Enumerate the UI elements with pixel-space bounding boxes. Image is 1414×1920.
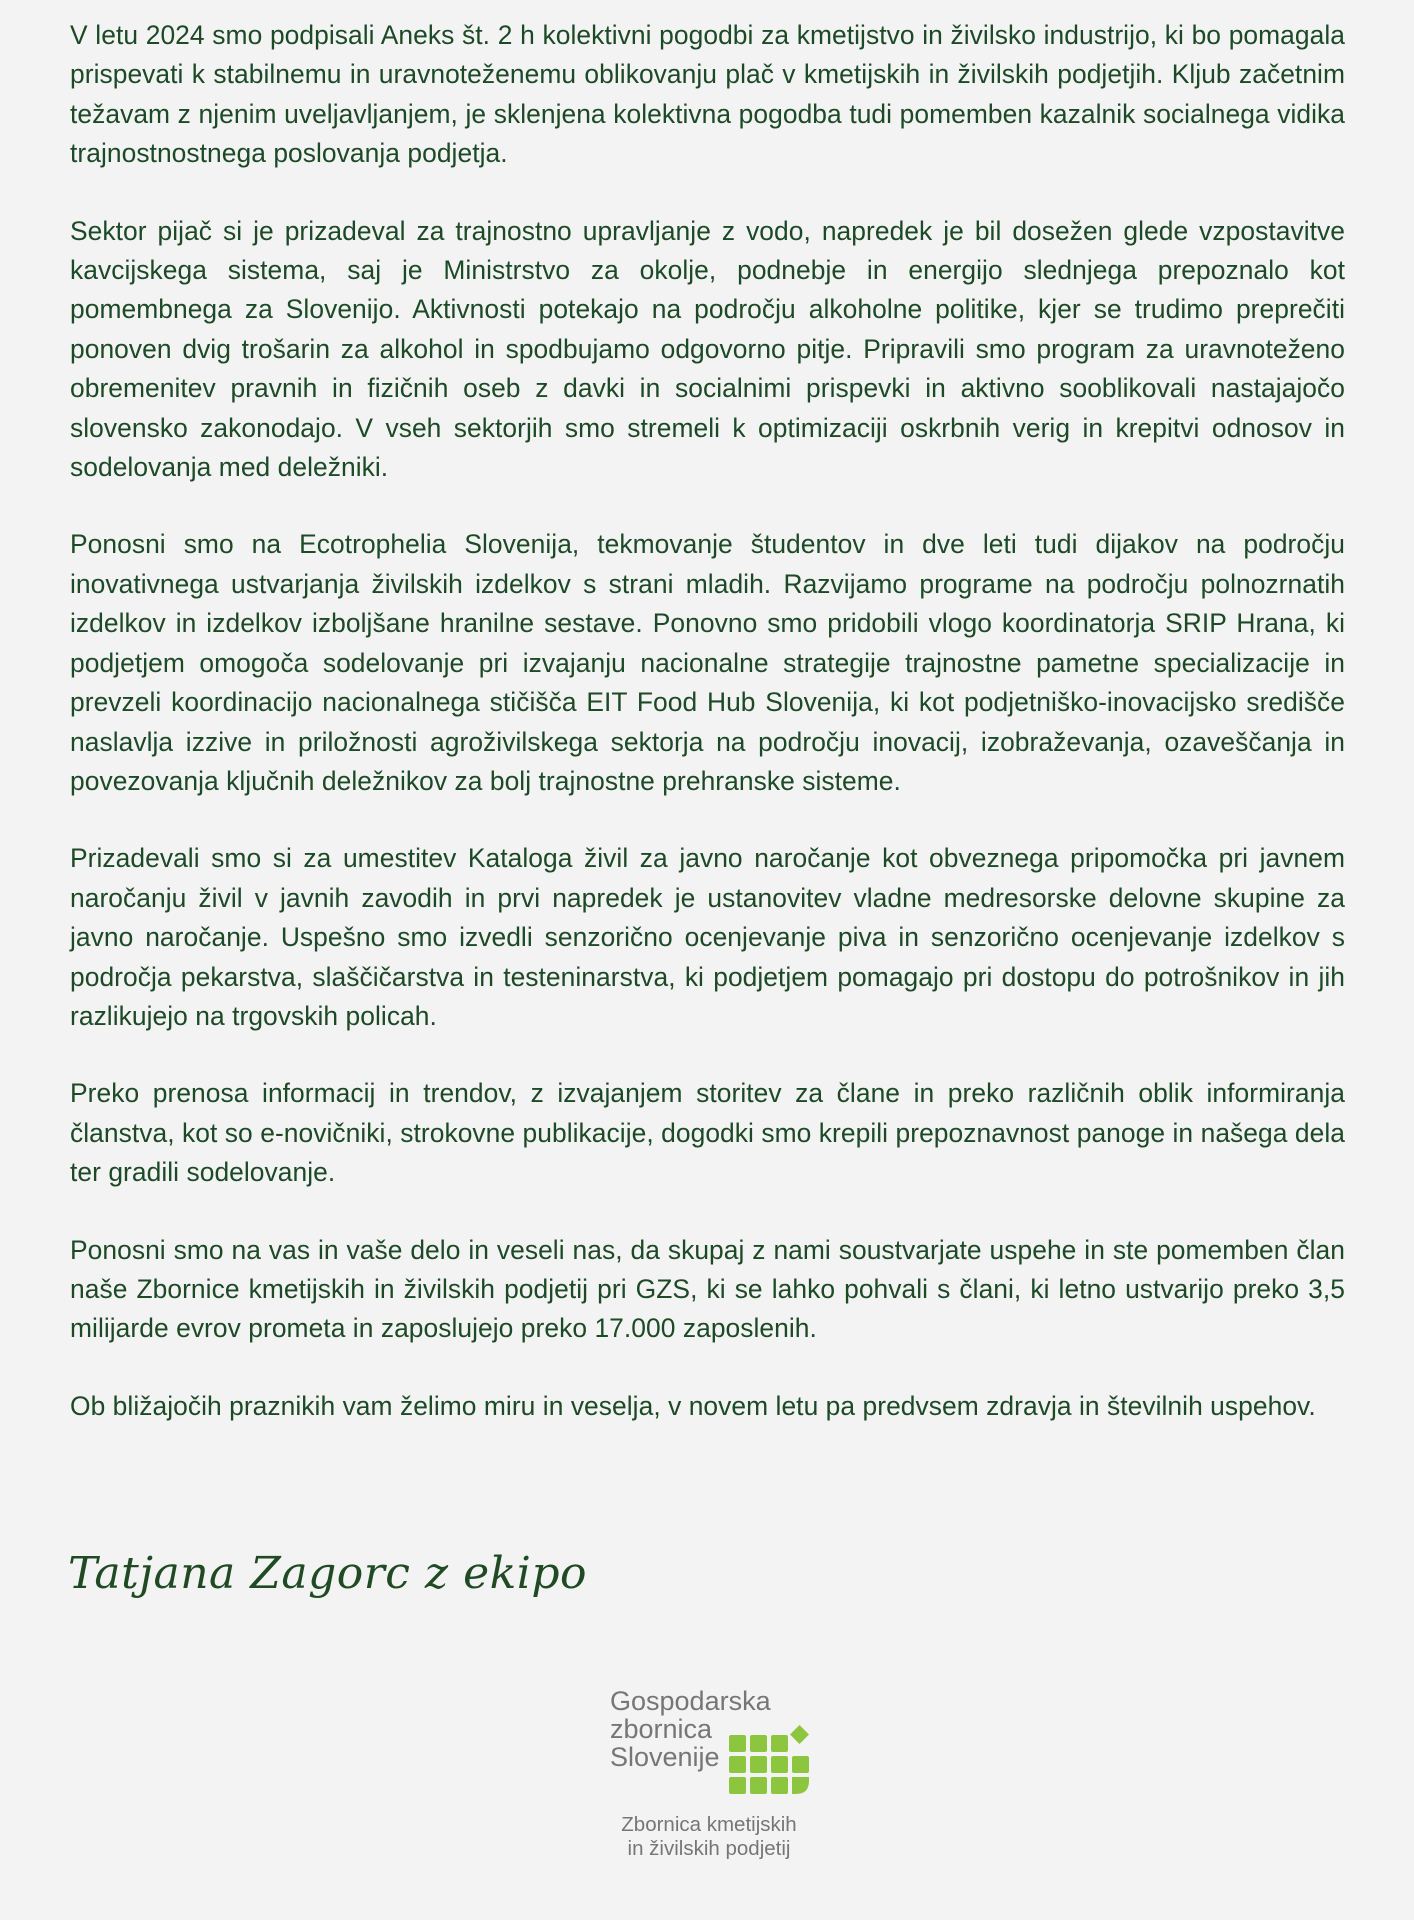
paragraph-members-pride: Ponosni smo na vas in vaše delo in veseli nas, da skupaj z nami soustvarjate uspehe in ste pomemben član naše Zbornice kmetijskih in živilskih podjetij pri GZS, ki se lahko pohvali s člani, ki letno ustvarijo preko 3,5 milijarde evrov prometa in zaposlujejo preko 17.000 zaposlenih. xyxy=(70,1234,1345,1344)
logo-name-line: Slovenije xyxy=(610,1742,720,1772)
paragraph-public-procurement: Prizadevali smo si za umestitev Kataloga živil za javno naročanje kot obveznega pripomočka pri javnem naročanju živil v javnih zavodih in prvi napredek je ustanovitev vladne medresorske delovne skupine za javno naročanje. Uspešno smo izvedli senzorično ocenjevanje piva in senzorično ocenjevanje izdelkov s področja pekarstva, slaščičarstva in testeninarstva, ki podjetjem pomagajo pri dostopu do potrošnikov in jih razlikujejo na trgovskih policah. xyxy=(70,843,1345,1031)
paragraph-collective-agreement: V letu 2024 smo podpisali Aneks št. 2 h kolektivni pogodbi za kmetijstvo in živilsko industrijo, ki bo pomagala prispevati k stabilnemu in uravnoteženemu oblikovanju plač v kmetijskih in živilskih podjetjih. Kljub začetnim težavam z njenim uveljavljanjem, je sklenjena kolektivna pogodba tudi pomemben kazalnik socialnega vidika trajnostnostnega poslovanja podjetja. xyxy=(70,20,1345,169)
letter-body xyxy=(70,16,1345,1464)
paragraph-beverage-sector: Sektor pijač si je prizadeval za trajnostno upravljanje z vodo, napredek je bil dosežen glede vzpostavitve kavcijskega sistema, saj je Ministrstvo za okolje, podnebje in energijo slednjega prepoznalo kot pomembnega za Slovenijo. Aktivnosti potekajo na področju alkoholne politike, kjer se trudimo preprečiti ponoven dvig trošarin za alkohol in spodbujamo odgovorno pitje. Pripravili smo program za uravnoteženo obremenitev pravnih in fizičnih oseb z davki in socialnimi prispevki in aktivno sooblikovali nastajajočo slovensko zakonodajo. V vseh sektorjih smo stremeli k optimizaciji oskrbnih verig in krepitvi odnosov in sodelovanja med deležniki. xyxy=(70,215,1345,483)
logo-name-line: Gospodarska xyxy=(610,1686,771,1716)
logo-subtitle-line: in živilskih podjetij xyxy=(627,1837,791,1860)
paragraph-information-transfer: Preko prenosa informacij in trendov, z izvajanjem storitev za člane in preko različnih oblik informiranja članstva, kot so e-novičniki, strokovne publikacije, dogodki smo krepili prepoznavnost panoge in našega dela ter gradili sodelovanje. xyxy=(70,1078,1345,1188)
logo-subtitle-line: Zbornica kmetijskih xyxy=(621,1813,797,1836)
signature: Tatjana Zagorc z ekipo xyxy=(68,1548,587,1599)
logo-subtitle xyxy=(606,1813,812,1861)
paragraph-ecotrophelia: Ponosni smo na Ecotrophelia Slovenija, tekmovanje študentov in dve leti tudi dijakov na področju inovativnega ustvarjanja živilskih izdelkov s strani mladih. Razvijamo programe na področju polnozrnatih izdelkov in izdelkov izboljšane hranilne sestave. Ponovno smo pridobili vlogo koordinatorja SRIP Hrana, ki podjetjem omogoča sodelovanje pri izvajanju nacionalne strategije trajnostne pametne specializacije in prevzeli koordinacijo nacionalnega stičišča EIT Food Hub Slovenija, ki kot podjetniško-inovacijsko središče naslavlja izzive in priložnosti agroživilskega sektorja na področju inovacij, izobraževanja, ozaveščanja in povezovanja ključnih deležnikov za bolj trajnostne prehranske sisteme. xyxy=(70,529,1345,796)
gzs-logo xyxy=(606,1687,826,1867)
logo-name-line: zbornica xyxy=(610,1714,713,1744)
green-grid-mark-icon xyxy=(729,1719,809,1799)
paragraph-holiday-wishes: Ob bližajočih praznikih vam želimo miru in veselja, v novem letu pa predvsem zdravja in številnih uspehov. xyxy=(70,1390,1316,1421)
